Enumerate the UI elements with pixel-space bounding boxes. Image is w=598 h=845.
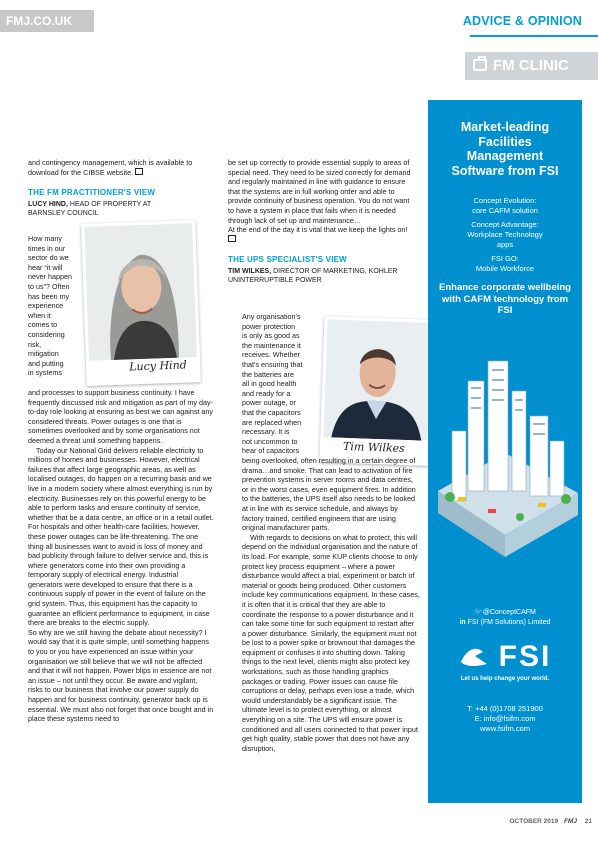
wrap-line: are replaced when: [242, 417, 302, 427]
tim-wilkes-caption: Tim Wilkes: [342, 439, 406, 456]
col1-para-2: Today our National Grid delivers reliable electricity to millions of homes and businesses. However, electrical failures that affect large geographic areas, as well as localised outages, do happen on a recurring basis and we live in a modern society where almost everything is run by electricity. Businesses rely on this powerful energy to be able to perform tasks and ensure continuity of service, whether that be a data centre, an office or in a retail outlet. For hospitals and other health-care facilities, however, these power outages can be life-threatening. The one thing all businesses want to avoid is loss of money and bad publicity through failure to deliver service and, this is where generators come into their own providing a temporary supply of electrical energy. Industrial generators were developed to ensure that there is a continuous supply of power in the event of failure on the grid system. Thus, this equipment has the capacity to guarantee an efficient performance to equipment, in case there are breaks to the electric supply.: [28, 445, 214, 628]
col2-intro2: At the end of the day it is vital that we keep the lights on!: [228, 225, 416, 244]
col2-heading: THE UPS SPECIALIST'S VIEW: [228, 255, 347, 265]
wrap-line: risk,: [28, 339, 42, 349]
fm-clinic-label: FM CLINIC: [493, 57, 569, 74]
footer-issue: OCTOBER 2019: [509, 818, 559, 825]
wrap-line: to us”? Often: [28, 281, 70, 291]
ad-tagline: Enhance corporate wellbeing with CAFM technology from FSI: [439, 282, 571, 316]
wrap-line: not uncommon to: [242, 436, 298, 446]
ad-website[interactable]: www.fsifm.com: [479, 723, 530, 733]
wrap-line: when it: [28, 310, 51, 320]
wrap-line: power protection: [242, 321, 296, 331]
wrap-line: in systems: [28, 368, 62, 378]
wrap-line: has been my: [28, 291, 70, 301]
col1-body: [28, 388, 214, 724]
col1-para-3: So why are we still having the debate about necessity? I would say that it is quite simple, until something happens to you or you have experienced an issue within your organisation we still believe that we will not be affected and that it will not happen. Power blips in essence are not an issue – not until they occur. Be aware and vigilant, risks to our business that involve our power supply do happen and for business continuity, generator back up is essential. We must also not forget that once bought and in place these systems need to: [28, 627, 214, 724]
col1-intro: and contingency management, which is available to download for the CIBSE website.: [28, 158, 193, 177]
wrap-line: hear of capacitors: [242, 446, 300, 456]
wrap-line: receives. Whether: [242, 350, 300, 360]
wrap-line: hear “it will: [28, 262, 63, 272]
ad-email[interactable]: E: info@fsifm.com: [474, 713, 536, 723]
page-footer: [509, 818, 592, 825]
wrap-line: and putting: [28, 358, 64, 368]
col1-byline: LUCY HIND, HEAD OF PROPERTY AT BARNSLEY COUNCIL: [28, 200, 152, 218]
wrap-line: times in our: [28, 243, 66, 253]
fsi-advert[interactable]: [428, 100, 582, 803]
col1-para-1: and processes to support business continuity. I have frequently discussed risk and mitigation as part of my day-to-day role looking at ensuring as best we can against any considered threats. Power outages is one that is sometimes overlooked and by some organisations not deemed a threat until something happens.: [28, 388, 213, 445]
wrap-line: the maintenance it: [242, 340, 301, 350]
ad-item: Workplace Technology: [467, 230, 543, 239]
wrap-line: experience: [28, 301, 64, 311]
wrap-line: that's ensuring that: [242, 359, 303, 369]
ad-phone[interactable]: T: +44 (0)1708 251900: [467, 703, 543, 713]
ad-twitter[interactable]: 🐦@ConceptCAFM: [474, 608, 536, 616]
col2-byline: TIM WILKES, DIRECTOR OF MARKETING, KOHLER UNINTERRUPTIBLE POWER: [228, 267, 398, 285]
tim-wilkes-photo: [319, 316, 434, 466]
page-number: 21: [584, 818, 592, 825]
col1-wrap-text: [28, 234, 78, 378]
wrap-line: and ready for a: [242, 388, 291, 398]
col2-para-1: being overlooked, often resulting in a certain degree of drama…and smoke. That can lead to activation of fire prevention systems in server rooms and data centres, or in the worst cases, even equipment fires. In addition to the batteries, the UPS itself also needs to be looked at in line with its service schedule, and always by factory trained, certified engineers that are using original manufacturer parts.: [242, 456, 416, 533]
lucy-hind-caption: Lucy Hind: [128, 358, 187, 374]
column-left: [28, 158, 210, 219]
wrap-line: comes to: [28, 320, 58, 330]
wrap-line: How many: [28, 234, 62, 243]
wrap-line: is only as good as: [242, 331, 300, 341]
ad-linkedin[interactable]: in FSI (FM Solutions) Limited: [459, 618, 551, 626]
ad-item: Concept Advantage:: [471, 220, 539, 229]
col2-wrap-text: [242, 312, 316, 456]
fsi-logo: [428, 640, 582, 674]
wrap-line: never happen: [28, 272, 72, 282]
ad-slogan: Let us help change your world.: [460, 675, 550, 682]
wrap-line: mitigation: [28, 349, 59, 359]
ad-item: apps: [496, 240, 514, 249]
ad-product-list: [428, 196, 582, 274]
site-badge: FMJ.CO.UK: [0, 10, 94, 32]
fsi-wave-icon: [459, 642, 493, 672]
wrap-line: all in good health: [242, 379, 297, 389]
section-label: ADVICE & OPINION: [462, 14, 582, 28]
col2-body: [242, 456, 420, 753]
col2-para-2: With regards to decisions on what to protect, this will depend on the individual organisation and the nature of its load. For example, some KUP clients choose to only protect key process equipment – where a power disturbance would affect a trial, experiment or batch of material or goods being produced. Other customers include key communications equipment. In these cases, it is often that it is critical that they are able to coordinate the response to a power disturbance and it can take some time for such equipment to restart after a power disturbance. Similarly, the equipment must not be lost to a power spike or brownout that damages the equipment or confuses it into shutting down. Taking things to the next level, clients might also protect key workstations, such as those handling graphics packages or trading. Power issues can cause file corruptions or delay, perhaps even lose a trade, which would understandably be a significant issue. The ultimate level is to protect everything, or almost everything on a site. The UPS will ensure power is conditioned and all users connected to that power input get high quality, stable power that does not have any disruption,: [242, 532, 420, 753]
linkedin-icon: in: [459, 618, 466, 626]
wrap-line: power outage, or: [242, 398, 296, 408]
ad-item: Mobile Workforce: [475, 264, 535, 273]
ad-item: core CAFM solution: [472, 206, 538, 215]
wrap-line: sector do we: [28, 253, 69, 263]
header-rule: [470, 35, 598, 37]
ad-item: FSI GO:: [491, 254, 519, 263]
col2-intro: be set up correctly to provide essential supply to areas of special need. They need to be sized correctly for demand and regularly maintained in line with guidance to ensure that the systems are in full working order and able to provide continuity of business operation. You do not want to have a system in place that fails when it is needed through lack of set up and maintenance…: [228, 158, 411, 225]
isometric-city-illustration: [428, 321, 582, 621]
wrap-line: considering: [28, 329, 65, 339]
ad-headline: Market-leading Facilities Management Software from FSI: [451, 120, 559, 178]
wrap-line: that the capacitors: [242, 407, 301, 417]
wrap-line: the batteries are: [242, 369, 294, 379]
ad-contact: [428, 704, 582, 734]
col1-heading: THE FM PRACTITIONER'S VIEW: [28, 188, 156, 198]
wrap-line: necessary. It is: [242, 427, 290, 437]
briefcase-icon: [473, 59, 487, 71]
lucy-hind-photo: [81, 220, 201, 386]
portrait-image: [84, 223, 197, 361]
ad-item: Concept Evolution:: [473, 196, 537, 205]
fm-clinic-badge: [465, 52, 598, 80]
footer-brand: FMJ: [563, 818, 577, 825]
wrap-line: Any organisation's: [242, 312, 301, 321]
portrait-image: [323, 319, 431, 441]
column-right: [228, 158, 416, 286]
twitter-icon: 🐦: [474, 608, 483, 616]
fsi-logo-text: FSI: [498, 639, 552, 673]
